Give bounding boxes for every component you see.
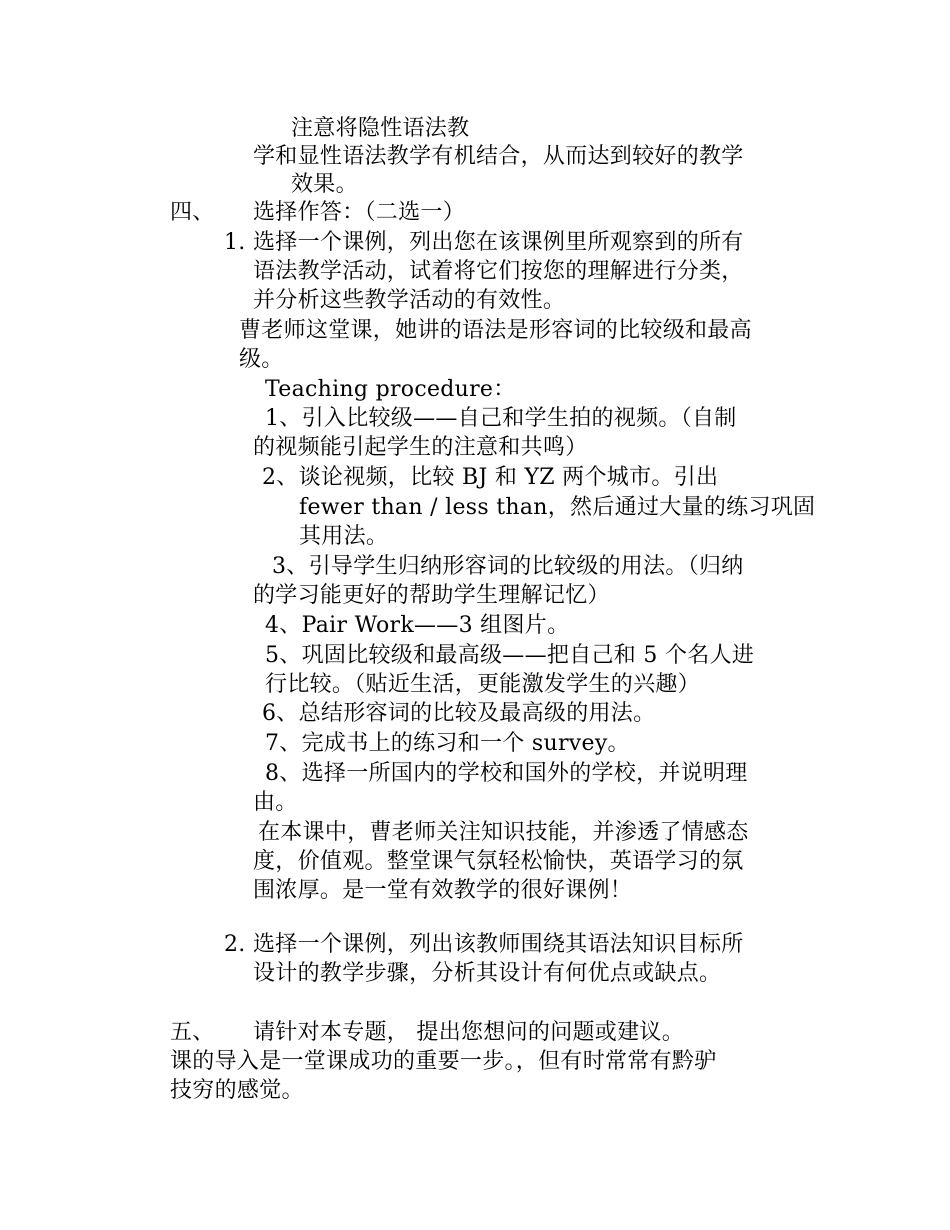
procedure-heading: Teaching procedure： — [265, 377, 516, 402]
question-text: 设计的教学步骤，分析其设计有何优点或缺点。 — [253, 961, 722, 986]
procedure-step: 由。 — [253, 790, 298, 815]
procedure-step: 行比较。（贴近生活，更能激发学生的兴趣） — [265, 672, 701, 697]
list-number: 1. — [224, 230, 246, 255]
comment-text: 在本课中，曹老师关注知识技能，并渗透了情感态 — [258, 820, 749, 845]
text-line: 学和显性语法教学有机结合，从而达到较好的教学 — [253, 144, 744, 169]
procedure-step: 5、巩固比较级和最高级——把自己和 5 个名人进 — [265, 643, 755, 668]
section-heading: 选择作答：（二选一） — [253, 200, 466, 225]
comment-text: 度，价值观。整堂课气氛轻松愉快，英语学习的氛 — [253, 849, 744, 874]
text-line: 注意将隐性语法教 — [291, 116, 470, 141]
procedure-step: 1、引入比较级——自己和学生拍的视频。（自制 — [265, 406, 737, 431]
procedure-step: 7、完成书上的练习和一个 survey。 — [265, 731, 630, 756]
answer-text: 级。 — [239, 347, 284, 372]
section-number: 四、 — [170, 200, 215, 225]
question-text: 选择一个课例，列出该教师围绕其语法知识目标所 — [253, 932, 744, 957]
procedure-step: 6、总结形容词的比较及最高级的用法。 — [262, 701, 656, 726]
procedure-step: 4、Pair Work——3 组图片。 — [265, 613, 570, 638]
question-text: 选择一个课例，列出您在该课例里所观察到的所有 — [253, 230, 744, 255]
procedure-step: 2、谈论视频，比较 BJ 和 YZ 两个城市。引出 — [262, 465, 719, 490]
comment-text: 围浓厚。是一堂有效教学的很好课例！ — [253, 878, 633, 903]
section-number: 五、 — [170, 1020, 215, 1045]
question-text: 语法教学活动，试着将它们按您的理解进行分类， — [253, 259, 744, 284]
answer-text: 技穷的感觉。 — [170, 1078, 304, 1103]
section-heading: 请针对本专题， 提出您想问的问题或建议。 — [253, 1020, 684, 1045]
procedure-step: 3、引导学生归纳形容词的比较级的用法。（归纳 — [272, 554, 744, 579]
answer-text: 课的导入是一堂课成功的重要一步。，但有时常常有黔驴 — [170, 1049, 717, 1074]
procedure-step: 8、选择一所国内的学校和国外的学校，并说明理 — [265, 761, 748, 786]
question-text: 并分析这些教学活动的有效性。 — [253, 288, 566, 313]
list-number: 2. — [224, 932, 246, 957]
procedure-step: 的视频能引起学生的注意和共鸣） — [253, 435, 588, 460]
procedure-step: 的学习能更好的帮助学生理解记忆） — [253, 583, 610, 608]
answer-text: 曹老师这堂课，她讲的语法是形容词的比较级和最高 — [239, 318, 752, 343]
procedure-step: 其用法。 — [299, 524, 389, 549]
text-line: 效果。 — [291, 172, 358, 197]
procedure-step: fewer than / less than，然后通过大量的练习巩固 — [299, 495, 816, 520]
